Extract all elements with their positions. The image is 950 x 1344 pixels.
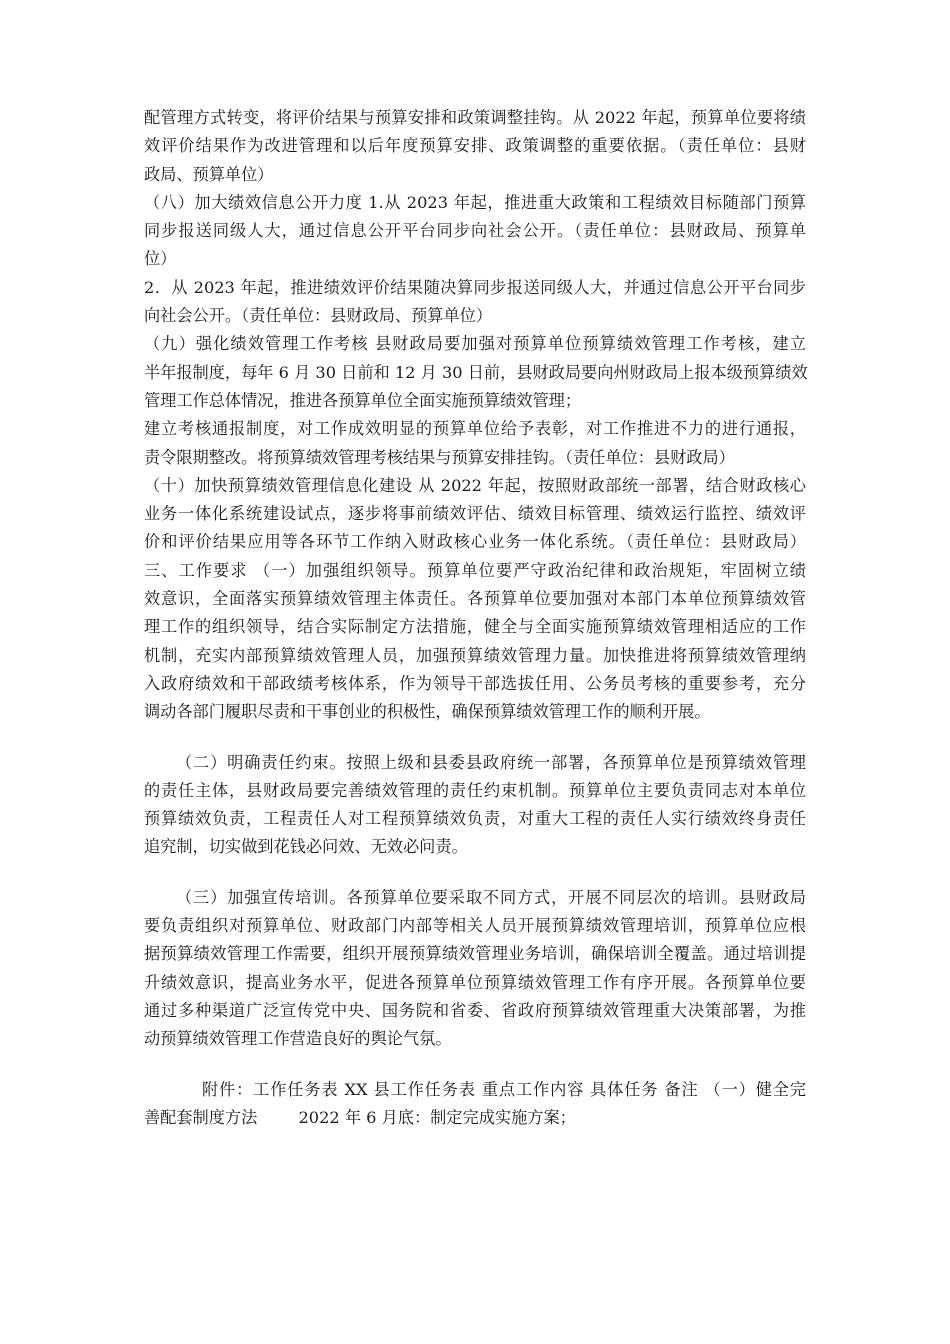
- text-line: （二）明确责任约束。按照上级和县委县政府统一部署，各预算单位是预算绩效管理: [176, 752, 806, 772]
- paragraph-section-9: [144, 330, 806, 415]
- text-line: 附件：工作任务表 XX 县工作任务表 重点工作内容 具体任务 备注 （一）健全完: [202, 1079, 806, 1099]
- paragraph-training: [144, 884, 806, 1054]
- paragraph-section-9-continued: [144, 415, 806, 472]
- paragraph-work-requirements: [144, 557, 806, 727]
- text-line: 通过多种渠道广泛宣传党中央、国务院和省委、省政府预算绩效管理重大决策部署，为推: [144, 1000, 806, 1020]
- text-line: 管理工作总体情况，推进各预算单位全面实施预算绩效管理；: [144, 390, 582, 410]
- text-line: 价和评价结果应用等各环节工作纳入财政核心业务一体化系统。（责任单位：县财政局）: [144, 532, 806, 552]
- text-line: 位）: [144, 249, 177, 269]
- text-line: 业务一体化系统建设试点，逐步将事前绩效评估、绩效目标管理、绩效运行监控、绩效评: [144, 504, 806, 524]
- paragraph-attachment: [144, 1076, 806, 1133]
- text-line: 建立考核通报制度，对工作成效明显的预算单位给予表彰，对工作推进不力的进行通报，: [144, 419, 806, 439]
- text-line: 的责任主体，县财政局要完善绩效管理的责任约束机制。预算单位主要负责同志对本单位: [144, 780, 806, 800]
- text-line: 善配套制度方法 2022 年 6 月底：制定完成实施方案；: [144, 1107, 576, 1127]
- text-line: 配管理方式转变，将评价结果与预算安排和政策调整挂钩。从 2022 年起，预算单位要将绩: [144, 108, 806, 127]
- text-line: 理工作的组织领导，结合实际制定方法措施，健全与全面实施预算绩效管理相适应的工作: [144, 617, 806, 637]
- text-line: 入政府绩效和干部政绩考核体系，作为领导干部选拔任用、公务员考核的重要参考，充分: [144, 673, 806, 693]
- text-line: 三、工作要求 （一）加强组织领导。预算单位要严守政治纪律和政治规矩，牢固树立绩: [144, 560, 806, 580]
- text-line: （十）加快预算绩效管理信息化建设 从 2022 年起，按照财政部统一部署，结合财政核心: [144, 475, 806, 495]
- text-line: 同步报送同级人大，通过信息公开平台同步向社会公开。（责任单位：县财政局、预算单: [144, 221, 806, 241]
- text-line: 政局、预算单位）: [144, 164, 274, 184]
- paragraph-section-8: [144, 189, 806, 274]
- text-line: 效意识，全面落实预算绩效管理主体责任。各预算单位要加强对本部门本单位预算绩效管: [144, 589, 806, 609]
- text-line: 预算绩效负责，工程责任人对工程预算绩效负责，对重大工程的责任人实行绩效终身责任: [144, 809, 806, 829]
- text-line: 效评价结果作为改进管理和以后年度预算安排、政策调整的重要依据。（责任单位：县财: [144, 136, 806, 156]
- text-line: 半年报制度，每年 6 月 30 日前和 12 月 30 日前，县财政局要向州财政局上报本级预算绩效: [144, 362, 808, 382]
- paragraph-section-10: [144, 472, 806, 557]
- text-line: 机制，充实内部预算绩效管理人员，加强预算绩效管理力量。加快推进将预算绩效管理纳: [144, 645, 806, 665]
- text-line: 2．从 2023 年起，推进绩效评价结果随决算同步报送同级人大，并通过信息公开平台同步: [144, 277, 806, 297]
- text-line: 据预算绩效管理工作需要，组织开展预算绩效管理业务培训，确保培训全覆盖。通过培训提: [144, 944, 806, 964]
- document-page: [144, 104, 806, 1132]
- text-line: 要负责组织对预算单位、财政部门内部等相关人员开展预算绩效管理培训，预算单位应根: [144, 916, 806, 936]
- text-line: 责令限期整改。将预算绩效管理考核结果与预算安排挂钩。（责任单位：县财政局）: [144, 447, 735, 467]
- text-line: 向社会公开。（责任单位：县财政局、预算单位）: [144, 306, 493, 326]
- text-line: （九）强化绩效管理工作考核 县财政局要加强对预算单位预算绩效管理工作考核，建立: [144, 334, 806, 354]
- text-line: 升绩效意识，提高业务水平，促进各预算单位预算绩效管理工作有序开展。各预算单位要: [144, 972, 806, 992]
- paragraph-evaluation-results: [144, 104, 806, 189]
- text-line: （三）加强宣传培训。各预算单位要采取不同方式，开展不同层次的培训。县财政局: [176, 887, 806, 907]
- text-line: （八）加大绩效信息公开力度 1.从 2023 年起，推进重大政策和工程绩效目标随部门预算: [144, 192, 806, 212]
- text-line: 调动各部门履职尽责和干事创业的积极性，确保预算绩效管理工作的顺利开展。: [144, 702, 711, 722]
- paragraph-responsibility: [144, 749, 806, 862]
- text-line: 追究制，切实做到花钱必问效、无效必问责。: [144, 837, 468, 857]
- text-line: 动预算绩效管理工作营造良好的舆论气氛。: [144, 1029, 452, 1049]
- paragraph-section-8-item-2: [144, 274, 806, 331]
